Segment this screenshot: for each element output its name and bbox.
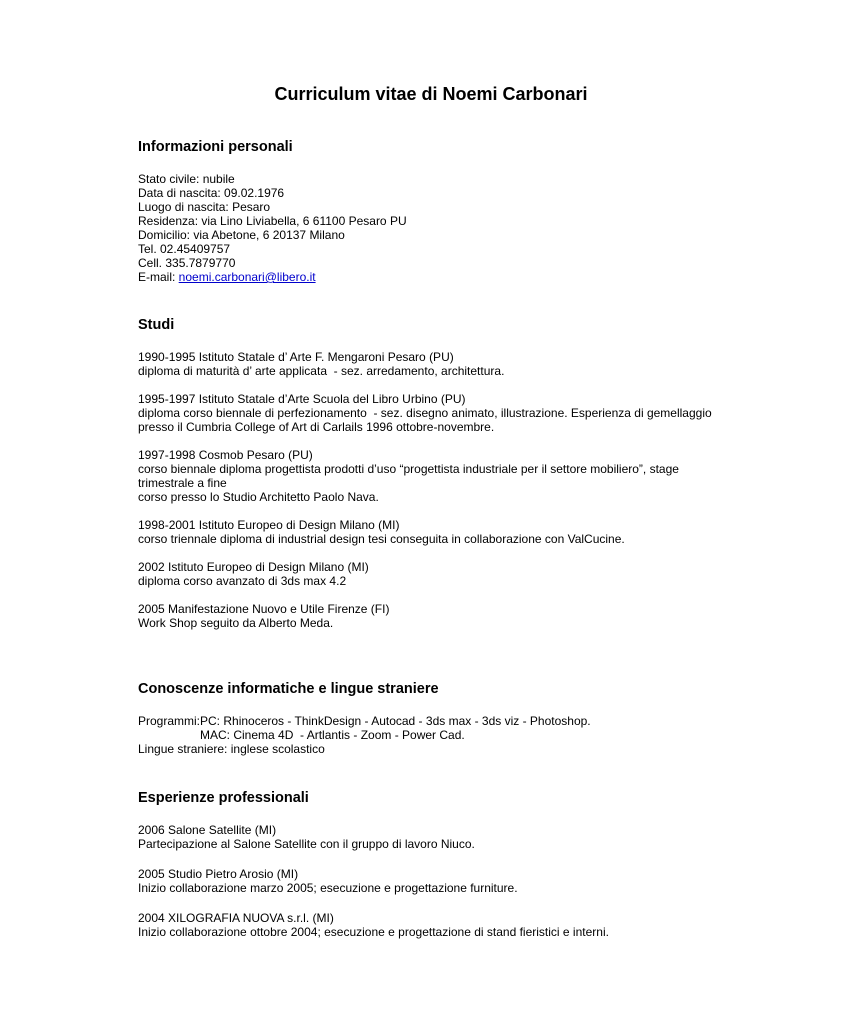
- study-entry: [138, 602, 758, 630]
- heading-skills: Conoscenze informatiche e lingue straniere: [138, 681, 439, 697]
- studies-block: [138, 350, 758, 630]
- residence: Residenza: via Lino Liviabella, 6 61100 Pesaro PU: [138, 214, 407, 228]
- study-entry: [138, 518, 758, 546]
- pc-software: Programmi:PC: Rhinoceros - ThinkDesign - Autocad - 3ds max - 3ds viz - Photoshop.: [138, 714, 591, 728]
- experience-title: 2005 Studio Pietro Arosio (MI): [138, 867, 299, 881]
- study-title: 2002 Istituto Europeo di Design Milano (MI): [138, 560, 369, 574]
- study-title: 1998-2001 Istituto Europeo di Design Milano (MI): [138, 518, 400, 532]
- experience-description: Partecipazione al Salone Satellite con il gruppo di lavoro Niuco.: [138, 837, 475, 851]
- study-title: 1997-1998 Cosmob Pesaro (PU): [138, 448, 313, 462]
- study-entry: [138, 392, 758, 434]
- document-title: Curriculum vitae di Noemi Carbonari: [274, 84, 588, 104]
- marital-status: Stato civile: nubile: [138, 172, 235, 186]
- study-description: diploma corso biennale di perfezionamento - sez. disegno animato, illustrazione. Esperienza di gemellaggio: [138, 406, 712, 420]
- study-entry: [138, 350, 758, 378]
- email-line: [138, 270, 738, 284]
- study-title: 1990-1995 Istituto Statale d’ Arte F. Mengaroni Pesaro (PU): [138, 350, 454, 364]
- experience-block: [138, 823, 738, 939]
- heading-personal-info: Informazioni personali: [138, 139, 293, 155]
- birth-place: Luogo di nascita: Pesaro: [138, 200, 271, 214]
- experience-entry: [138, 823, 738, 851]
- mobile: Cell. 335.7879770: [138, 256, 236, 270]
- languages: Lingue straniere: inglese scolastico: [138, 742, 325, 756]
- experience-title: 2006 Salone Satellite (MI): [138, 823, 277, 837]
- domicile: Domicilio: via Abetone, 6 20137 Milano: [138, 228, 345, 242]
- study-description: corso triennale diploma di industrial design tesi conseguita in collaborazione con ValCucine.: [138, 532, 625, 546]
- email-label: E-mail:: [138, 270, 179, 284]
- mac-software: MAC: Cinema 4D - Artlantis - Zoom - Power Cad.: [200, 728, 465, 742]
- experience-entry: [138, 867, 738, 895]
- study-description: Work Shop seguito da Alberto Meda.: [138, 616, 334, 630]
- phone: Tel. 02.45409757: [138, 242, 231, 256]
- heading-experience: Esperienze professionali: [138, 790, 309, 806]
- experience-entry: [138, 911, 738, 939]
- study-description: trimestrale a fine: [138, 476, 227, 490]
- study-title: 2005 Manifestazione Nuovo e Utile Firenze (FI): [138, 602, 390, 616]
- study-title: 1995-1997 Istituto Statale d’Arte Scuola del Libro Urbino (PU): [138, 392, 466, 406]
- experience-title: 2004 XILOGRAFIA NUOVA s.r.l. (MI): [138, 911, 334, 925]
- email-link[interactable]: noemi.carbonari@libero.it: [178, 270, 316, 284]
- study-description: presso il Cumbria College of Art di Carlails 1996 ottobre-novembre.: [138, 420, 495, 434]
- study-entry: [138, 560, 758, 588]
- study-description: corso biennale diploma progettista prodotti d’uso “progettista industriale per il settore mobiliero”, stage: [138, 462, 679, 476]
- birth-date: Data di nascita: 09.02.1976: [138, 186, 285, 200]
- study-description: diploma di maturità d’ arte applicata - sez. arredamento, architettura.: [138, 364, 505, 378]
- experience-description: Inizio collaborazione ottobre 2004; esecuzione e progettazione di stand fieristici e interni.: [138, 925, 609, 939]
- personal-info-block: [138, 172, 738, 284]
- study-description: diploma corso avanzato di 3ds max 4.2: [138, 574, 347, 588]
- skills-block: [138, 714, 738, 756]
- study-description: corso presso lo Studio Architetto Paolo Nava.: [138, 490, 379, 504]
- heading-studies: Studi: [138, 317, 175, 333]
- experience-description: Inizio collaborazione marzo 2005; esecuzione e progettazione furniture.: [138, 881, 518, 895]
- study-entry: [138, 448, 758, 504]
